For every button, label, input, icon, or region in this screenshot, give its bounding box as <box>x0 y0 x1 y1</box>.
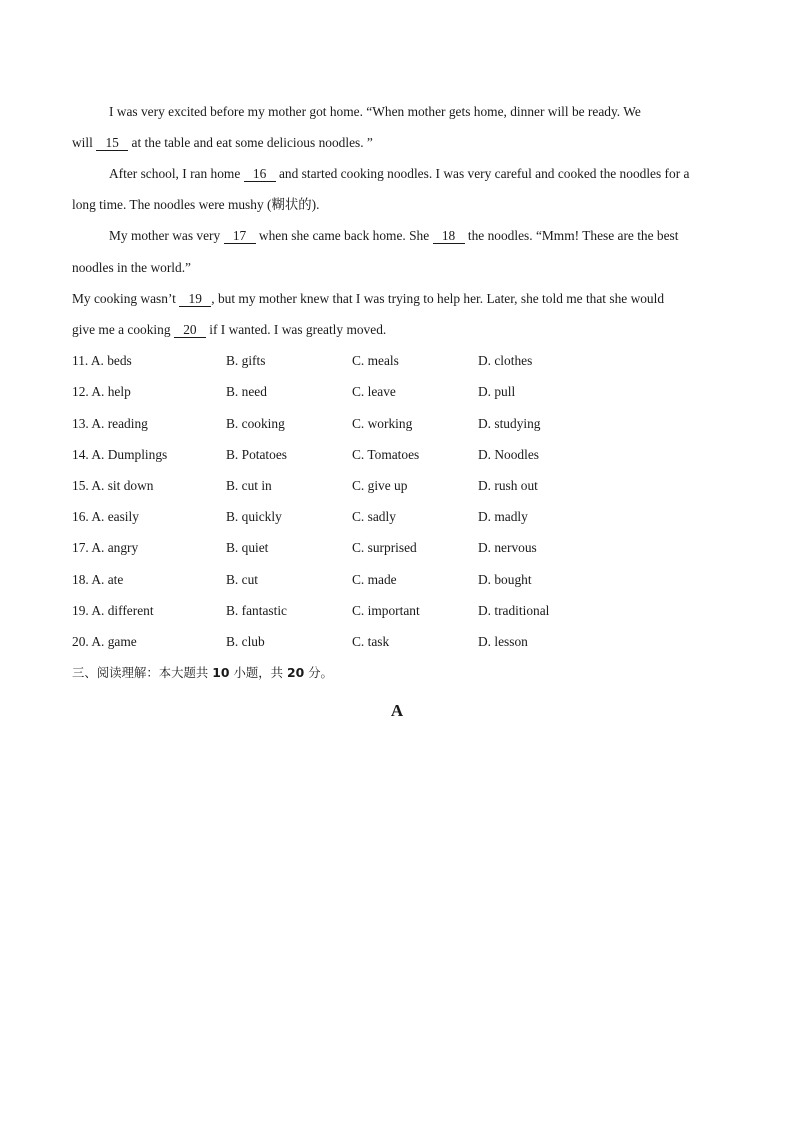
option-c: C. leave <box>352 384 396 399</box>
option-b: B. gifts <box>226 353 266 368</box>
option-a: 14. A. Dumplings <box>72 447 168 462</box>
option-d: D. rush out <box>478 478 538 493</box>
blank-19: 19 <box>179 292 211 307</box>
passage-text: My mother was very <box>109 228 224 243</box>
option-d: D. traditional <box>478 603 550 618</box>
option-b: B. quickly <box>226 509 282 524</box>
blank-20: 20 <box>174 323 206 338</box>
option-a: 12. A. help <box>72 384 131 399</box>
option-c: C. give up <box>352 478 408 493</box>
option-a: 19. A. different <box>72 603 154 618</box>
option-c: C. important <box>352 603 420 618</box>
passage-text: if I wanted. I was greatly moved. <box>205 322 387 337</box>
passage-text: the noodles. “Mmm! These are the best <box>464 228 679 243</box>
option-b: B. cut <box>226 572 258 587</box>
passage-text: at the table and eat some delicious noodles. ” <box>128 135 373 150</box>
passage-text: My cooking wasn’t <box>72 291 180 306</box>
passage-text: and started cooking noodles. I was very careful and cooked the noodles for a <box>275 166 690 181</box>
option-a: 17. A. angry <box>72 540 139 555</box>
option-a: 13. A. reading <box>72 416 148 431</box>
option-b: B. Potatoes <box>226 447 288 462</box>
option-c: C. working <box>352 416 413 431</box>
option-b: B. cooking <box>226 416 285 431</box>
option-a: 18. A. ate <box>72 572 124 587</box>
section-suffix: 分。 <box>304 665 333 680</box>
option-d: D. pull <box>478 384 516 399</box>
section-count: 10 <box>212 665 230 680</box>
option-b: B. fantastic <box>226 603 287 618</box>
option-b: B. quiet <box>226 540 269 555</box>
passage-text: will <box>72 135 97 150</box>
passage-text: I was very excited before my mother got home. “When mother gets home, dinner will be ready. We <box>109 104 641 119</box>
part-letter: A <box>390 701 404 720</box>
blank-15: 15 <box>96 136 128 151</box>
passage-line <box>72 291 664 307</box>
option-d: D. clothes <box>478 353 533 368</box>
blank-18: 18 <box>433 229 465 244</box>
option-b: B. club <box>226 634 265 649</box>
option-d: D. Noodles <box>478 447 539 462</box>
passage-text: when she came back home. She <box>255 228 433 243</box>
passage-text: After school, I ran home <box>109 166 244 181</box>
passage-text: long time. The noodles were mushy (糊状的). <box>72 197 320 212</box>
passage-line <box>72 197 319 213</box>
blank-16: 16 <box>244 167 276 182</box>
option-c: C. meals <box>352 353 399 368</box>
passage-line <box>72 135 373 151</box>
passage-text: , but my mother knew that I was trying to help her. Later, she told me that she would <box>211 291 665 306</box>
option-c: C. surprised <box>352 540 417 555</box>
option-d: D. lesson <box>478 634 528 649</box>
blank-17: 17 <box>224 229 256 244</box>
option-c: C. sadly <box>352 509 396 524</box>
passage-line <box>109 166 689 182</box>
option-b: B. need <box>226 384 267 399</box>
option-d: D. studying <box>478 416 541 431</box>
passage-text: noodles in the world.” <box>72 260 192 275</box>
passage-text: give me a cooking <box>72 322 174 337</box>
option-c: C. task <box>352 634 390 649</box>
option-a: 11. A. beds <box>72 353 132 368</box>
option-b: B. cut in <box>226 478 272 493</box>
passage-line <box>72 322 386 338</box>
option-a: 16. A. easily <box>72 509 139 524</box>
passage-line <box>109 228 679 244</box>
option-c: C. Tomatoes <box>352 447 420 462</box>
section-heading <box>72 665 333 681</box>
option-c: C. made <box>352 572 397 587</box>
option-a: 15. A. sit down <box>72 478 154 493</box>
passage-line <box>109 104 641 120</box>
option-d: D. nervous <box>478 540 537 555</box>
section-prefix: 三、阅读理解：本大题共 <box>72 665 213 680</box>
option-a: 20. A. game <box>72 634 137 649</box>
passage-line <box>72 260 191 276</box>
section-middle: 小题，共 <box>229 665 287 680</box>
option-d: D. madly <box>478 509 528 524</box>
section-points: 20 <box>286 665 305 680</box>
option-d: D. bought <box>478 572 532 587</box>
